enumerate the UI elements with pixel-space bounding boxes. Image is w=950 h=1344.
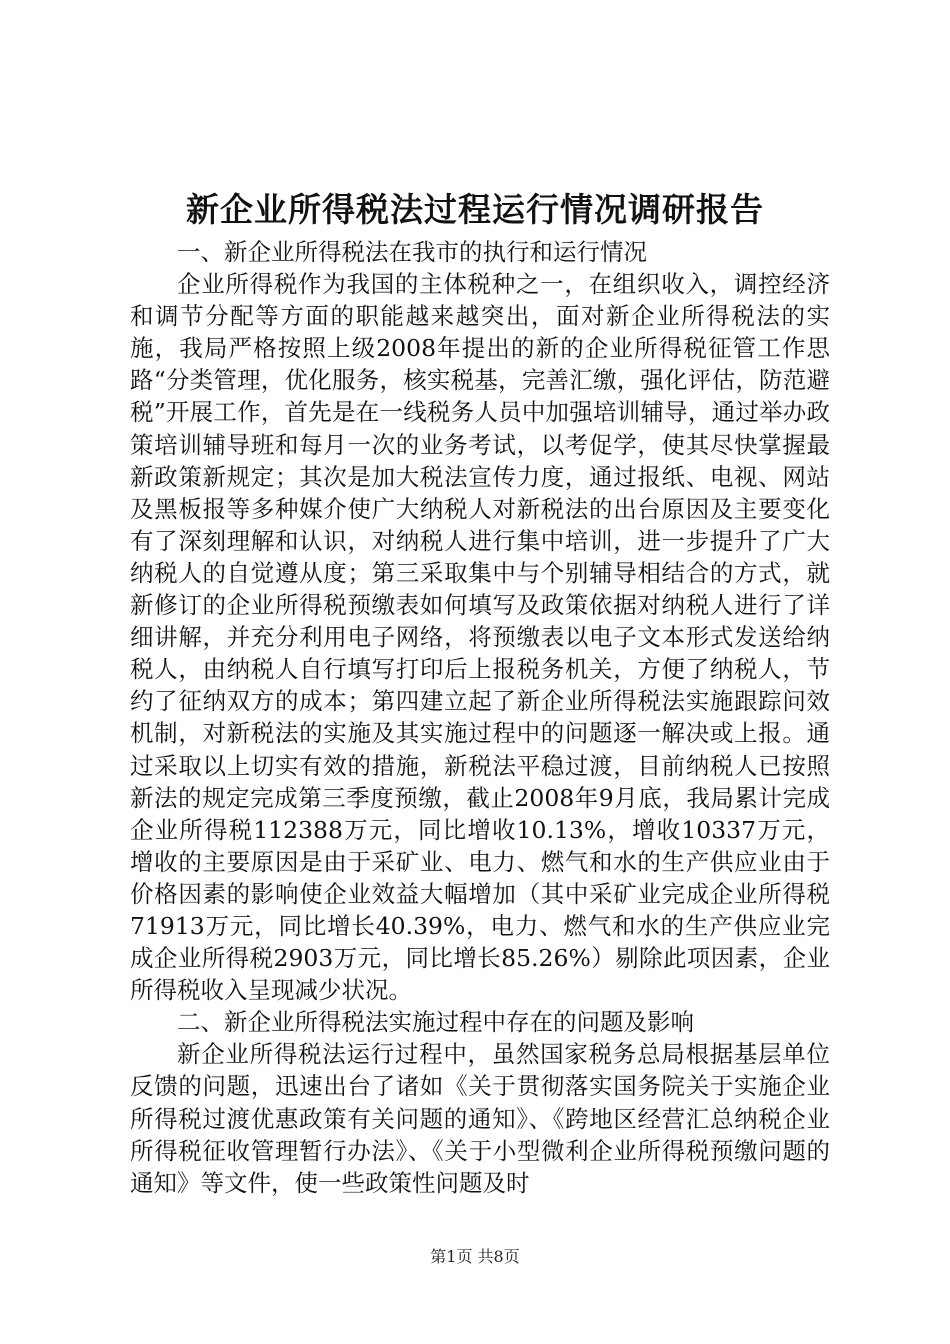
document-title: 新企业所得税法过程运行情况调研报告 <box>186 190 764 229</box>
page-footer: 第1页 共8页 <box>430 1247 520 1266</box>
section-heading-1: 一、新企业所得税法在我市的执行和运行情况 <box>177 238 647 266</box>
section-heading-2: 二、新企业所得税法实施过程中存在的问题及影响 <box>177 1008 694 1037</box>
paragraph-2: 新企业所得税法运行过程中，虽然国家税务总局根据基层单位反馈的问题，迅速出台了诸如《关于贯彻落实国务院关于实施企业所得税过渡优惠政策有关问题的通知》、《跨地区经营汇总纳税企业所得税征收管理暂行办法》、《关于小型微利企业所得税预缴问题的通知》等文件，使一些政策性问题及时 <box>130 1040 830 1197</box>
paragraph-1: 企业所得税作为我国的主体税种之一，在组织收入，调控经济和调节分配等方面的职能越来越突出，面对新企业所得税法的实施，我局严格按照上级2008年提出的新的企业所得税征管工作思路“分类管理，优化服务，核实税基，完善汇缴，强化评估，防范避税”开展工作，首先是在一线税务人员中加强培训辅导，通过举办政策培训辅导班和每月一次的业务考试，以考促学，使其尽快掌握最新政策新规定；其次是加大税法宣传力度，通过报纸、电视、网站及黑板报等多种媒介使广大纳税人对新税法的出台原因及主要变化有了深刻理解和认识，对纳税人进行集中培训，进一步提升了广大纳税人的自觉遵从度；第三采取集中与个别辅导相结合的方式，就新修订的企业所得税预缴表如何填写及政策依据对纳税人进行了详细讲解，并充分利用电子网络，将预缴表以电子文本形式发送给纳税人，由纳税人自行填写打印后上报税务机关，方便了纳税人，节约了征纳双方的成本；第四建立起了新企业所得税法实施跟踪问效机制，对新税法的实施及其实施过程中的问题逐一解决或上报。通过采取以上切实有效的措施，新税法平稳过渡，目前纳税人已按照新法的规定完成第三季度预缴，截止2008年9月底，我局累计完成企业所得税112388万元，同比增收10.13%，增收10337万元，增收的主要原因是由于采矿业、电力、燃气和水的生产供应业由于价格因素的影响使企业效益大幅增加（其中采矿业完成企业所得税71913万元，同比增长40.39%，电力、燃气和水的生产供应业完成企业所得税2903万元，同比增长85.26%）剔除此项因素，企业所得税收入呈现减少状况。 <box>130 270 830 1005</box>
document-body <box>130 236 830 1199</box>
